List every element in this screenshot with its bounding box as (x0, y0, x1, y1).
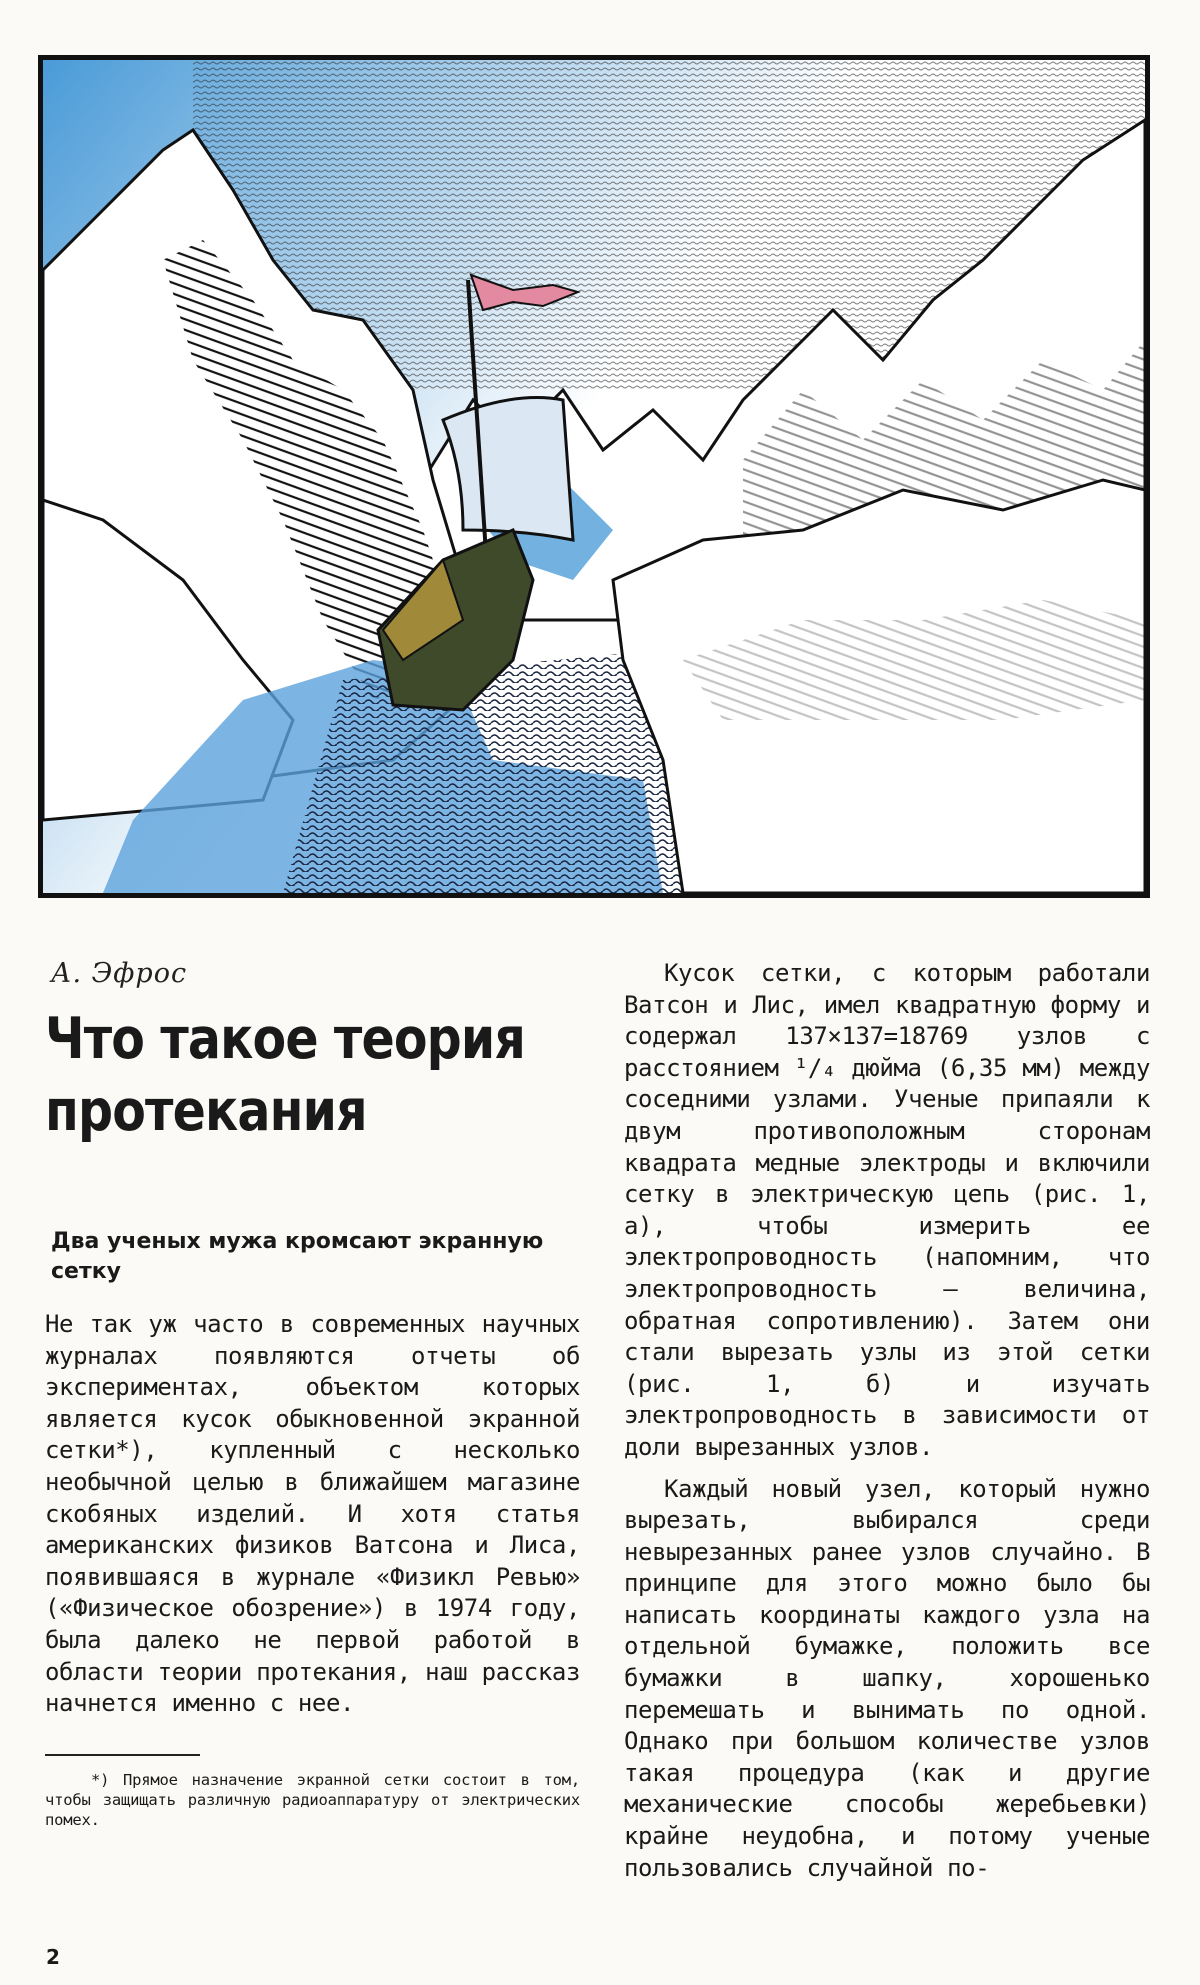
footnote: *) Прямое назначение экранной сетки состоит в том, чтобы защищать различную радиоаппаратуру от электрических помех. (45, 1770, 580, 1829)
paragraph-3: Каждый новый узел, который нужно вырезать, выбирался среди невырезанных ранее узлов случайно. В принципе для этого можно было бы написать координаты каждого узла на отдельной бумажке, положить все бумажки в шапку, хорошенько перемешать и вынимать по одной. Однако при большом количестве узлов такая процедура (как и другие механические способы жеребьевки) крайне неудобна, и потому ученые пользовались случайной по- (624, 1474, 1150, 1882)
paragraph-2: Кусок сетки, с которым работали Ватсон и Лис, имел квадратную форму и содержал 137×137=18769 узлов с расстоянием ¹/₄ дюйма (6,35 мм) между соседними узлами. Ученые припаяли к двум противоположным сторонам квадрата медные электроды и включили сетку в электрическую цепь (рис. 1, а), чтобы измерить ее электропроводность (напомним, что электропроводность — величина, обратная сопротивлению). Затем они стали вырезать узлы из этой сетки (рис. 1, б) и изучать электропроводность в зависимости от доли вырезанных узлов. (624, 959, 1150, 1461)
article-title: Что такое теория протекания (45, 1006, 526, 1144)
author: А. Эфрос (51, 958, 188, 989)
footnote-divider (45, 1754, 200, 1756)
ship-sail (443, 398, 573, 541)
illustration-frame (38, 55, 1150, 898)
paragraph-1: Не так уж часто в современных научных журналах появляются отчеты об экспериментах, объектом которых является кусок обыкновенной экранной сетки*), купленный с несколько необычной целью в ближайшем магазине скобяных изделий. И хотя статья американских физиков Ватсона и Лиса, появившаяся в журнале «Физикл Ревью» («Физическое обозрение») в 1974 году, была далеко не первой работой в области теории протекания, наш рассказ начнется именно с нее. (45, 1310, 580, 1718)
right-column (624, 958, 1150, 1884)
ship-among-mountains-illustration (43, 60, 1145, 893)
section-subheading: Два ученых мужа кромсают экранную сетку (51, 1229, 544, 1284)
left-column (45, 958, 580, 1830)
page-number: 2 (46, 1945, 60, 1969)
